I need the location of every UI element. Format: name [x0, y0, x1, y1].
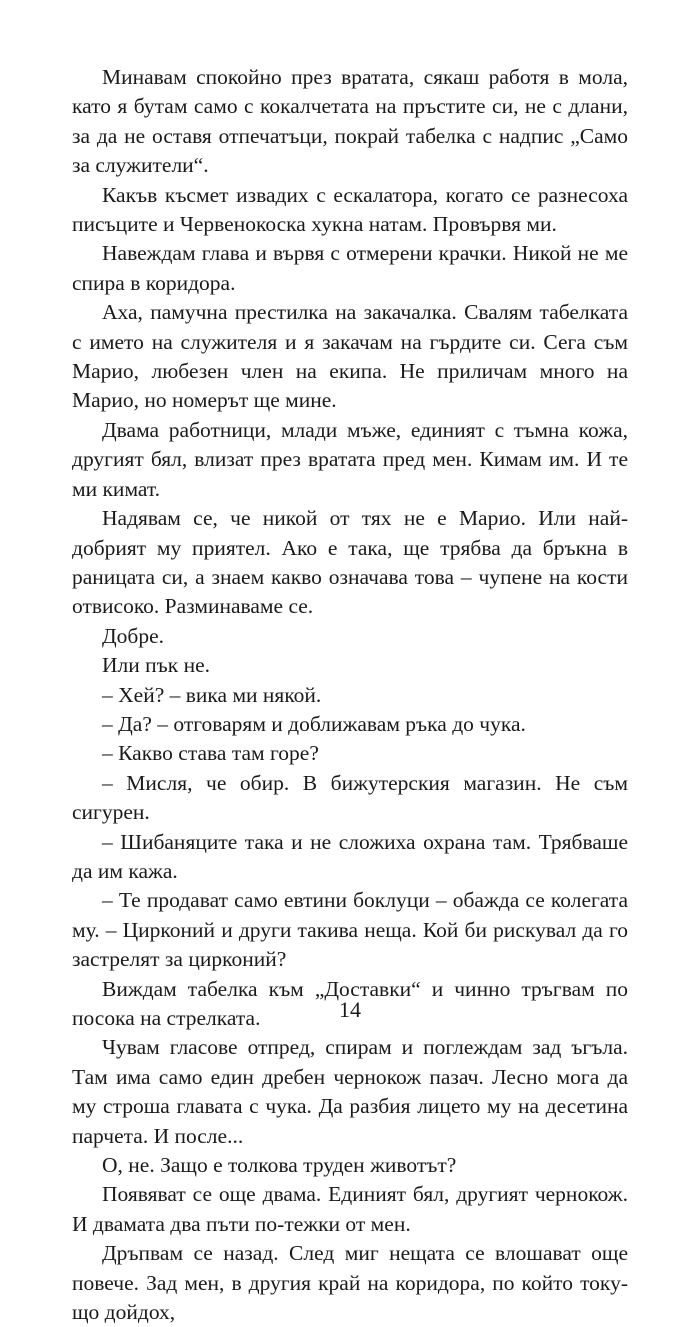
paragraph: Чувам гласове отпред, спирам и поглеждам зад ъгъла. Там има само един дребен чернокож пазач. Лесно мога да му строша главата с чука. Да разбия лицето му на десетина парчета. И после... — [72, 1035, 628, 1148]
dialogue-line: – Те продават само евтини боклуци – обажда се колегата му. – Цирконий и други такива неща. Кой би рискувал да го застрелят за цирконий? — [72, 888, 628, 972]
dialogue-line: – Мисля, че обир. В бижутерския магазин. Не съм сигурен. — [72, 770, 628, 825]
paragraph: Надявам се, че никой от тях не е Марио. Или най-добрият му приятел. Ако е така, ще трябва да бръкна в раницата си, а знаем какво означава това – чупене на кости отвисоко. Разминаваме се. — [72, 506, 628, 619]
paragraph: Какъв късмет извадих с ескалатора, когато се разнесоха писъците и Червенокоска хукна натам. Провървя ми. — [72, 182, 628, 237]
dialogue-line: – Какво става там горе? — [102, 741, 319, 766]
paragraph: Минавам спокойно през вратата, сякаш работя в мола, като я бутам само с кокалчетата на пръстите си, не с длани, за да не оставя отпечатъци, покрай табелка с надпис „Само за служители“. — [72, 65, 628, 178]
dialogue-line: – Хей? – вика ми някой. — [102, 682, 322, 707]
paragraph: Или пък не. — [102, 653, 211, 678]
paragraph: Двама работници, млади мъже, единият с тъмна кожа, другият бял, влизат през вратата пред мен. Кимам им. И те ми кимат. — [72, 417, 628, 501]
dialogue-line: – Шибаняците така и не сложиха охрана там. Трябваше да им кажа. — [72, 829, 628, 883]
paragraph: Виждам табелка към „Доставки“ и чинно тръгвам по посока на стрелката. — [72, 976, 628, 1030]
dialogue-line: – Да? – отговарям и доближавам ръка до чука. — [102, 711, 526, 736]
paragraph: Аха, памучна престилка на закачалка. Свалям табелката с името на служителя и я закачам на гърдите си. Сега съм Марио, любезен член на екипа. Не приличам много на Марио, но номерът ще мине. — [72, 300, 628, 413]
paragraph: Появяват се още двама. Единият бял, другият чернокож. И двамата два пъти по-тежки от мен. — [72, 1182, 628, 1236]
paragraph: Навеждам глава и вървя с отмерени крачки. Никой не ме спира в коридора. — [72, 241, 628, 295]
body-text — [72, 63, 628, 1327]
paragraph: Добре. — [102, 623, 165, 648]
paragraph: О, не. Защо е толкова труден животът? — [102, 1153, 457, 1178]
paragraph: Дръпвам се назад. След миг нещата се влошават още повече. Зад мен, в другия край на коридора, по който току-що дойдох, — [72, 1241, 628, 1325]
page-number: 14 — [339, 997, 361, 1022]
